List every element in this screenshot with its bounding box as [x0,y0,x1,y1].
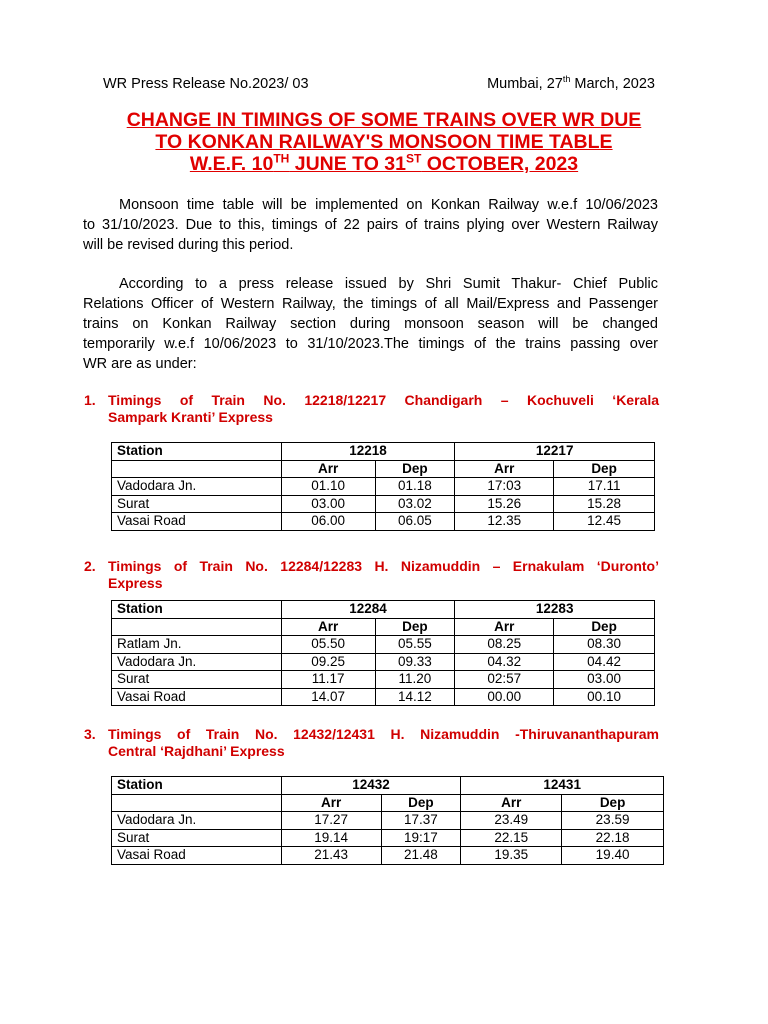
timing-table-1: Station 12218 12217 Arr Dep Arr Dep Vadodara Jn. 01.10 01.18 17:03 17.11 Surat 03.00 03.02 15.26 15.28 Vasai Road 06.00 06.05 12.35 12.45 [111,442,655,531]
table-row: Vasai Road 06.00 06.05 12.35 12.45 [112,513,655,531]
table-row: Vadodara Jn. 09.25 09.33 04.32 04.42 [112,653,655,671]
timing-table-2: Station 12284 12283 Arr Dep Arr Dep Ratlam Jn. 05.50 05.55 08.25 08.30 Vadodara Jn. 09.25 09.33 04.32 04.42 Surat 11.17 11.20 02:57 03.00 Vasai Road 14.07 14.12 00.00 00.10 [111,600,655,706]
table-row: Vadodara Jn. 01.10 01.18 17:03 17.11 [112,478,655,496]
table-row: Vasai Road 14.07 14.12 00.00 00.10 [112,688,655,706]
train-header: 12218 [281,443,455,461]
body-paragraph: According to a press release issued by Shri Sumit Thakur- Chief Public Relations Officer of Western Railway, the timings of all Mail/Express and Passenger trains on Konkan Railway section during monsoon season will be changed temporarily w.e.f 10/06/2023 to 31/10/2023.The timings of the trains passing over WR are as under: [83,276,658,372]
station-header: Station [112,777,282,795]
press-release-number: WR Press Release No.2023/ 03 [103,76,309,92]
place-date: Mumbai, 27th March, 2023 [487,74,655,92]
timing-table-3: Station 12432 12431 Arr Dep Arr Dep Vadodara Jn. 17.27 17.37 23.49 23.59 Surat 19.14 19:17 22.15 22.18 Vasai Road 21.43 21.48 19.35 19.40 [111,776,664,865]
table-row: Vadodara Jn. 17.27 17.37 23.49 23.59 [112,812,664,830]
train-header: 12283 [455,601,655,619]
table-row: Surat 19.14 19:17 22.15 22.18 [112,829,664,847]
station-header: Station [112,601,282,619]
train-header: 12432 [281,777,461,795]
title-line-2: TO KONKAN RAILWAY'S MONSOON TIME TABLE [155,131,613,153]
train-header: 12217 [455,443,655,461]
train-header: 12284 [281,601,455,619]
train-header: 12431 [461,777,664,795]
intro-paragraph: Monsoon time table will be implemented on Konkan Railway w.e.f 10/06/2023 to 31/10/2023. Due to this, timings of 22 pairs of trains plying over Western Railway will be revised during this period. [83,197,658,253]
page-title [84,109,684,175]
table-row: Surat 11.17 11.20 02:57 03.00 [112,671,655,689]
title-line-3: W.E.F. 10TH JUNE TO 31ST OCTOBER, 2023 [189,151,579,175]
table-row: Surat 03.00 03.02 15.26 15.28 [112,495,655,513]
table-row: Vasai Road 21.43 21.48 19.35 19.40 [112,847,664,865]
table-row: Ratlam Jn. 05.50 05.55 08.25 08.30 [112,636,655,654]
title-line-1: CHANGE IN TIMINGS OF SOME TRAINS OVER WR DUE [126,109,642,131]
press-release-page: WR Press Release No.2023/ 03 Mumbai, 27th March, 2023 CHANGE IN TIMINGS OF SOME TRAINS OVER WR DUE TO KONKAN RAILWAY'S MONSOON TIME TABLE W.E.F. 10TH JUNE TO 31ST OCTOBER, 2023 Monsoon time table will be implemented on Konkan Railway w.e.f 10/06/2023 to 31/10/2023. Due to this, timings of 22 pairs of trains plying over Western Railway will be revised during this period. According to a press release issued by Shri Sumit Thakur- Chief Public Relations Officer of Western Railway, the timings of all Mail/Express and Passenger trains on Konkan Railway section during monsoon season will be changed temporarily w.e.f 10/06/2023 to 31/10/2023.The timings of the trains passing over WR are as under: 1. Timings of Train No. 12218/12217 Chandigarh – Kochuveli ‘Kerala Sampark Kranti’ Express Station 12218 12217 Arr Dep Arr Dep Vadodara Jn. 01.10 01.18 17:03 17.11 Surat 03.00 03.02 15.26 15.28 Vasai Road 06.00 06.05 12.35 12.45 2. Timings of Train No. 12284/12283 H. Nizamuddin – Ernakulam ‘Duronto’ Express Station 12284 12283 Arr Dep Arr Dep Ratlam Jn. 05.50 05.55 08.25 08.30 Vadodara Jn. 09.25 09.33 04.32 04.42 Surat 11.17 11.20 02:57 03.00 Vasai Road 14.07 14.12 00.00 00.10 3. Timings of Train No. 12432/12431 H. Nizamuddin -Thiruvananthapuram Central ‘Rajdhani’ Express Station 12432 12431 Arr Dep Arr Dep Vadodara Jn. 17.27 17.37 23.49 23.59 Surat 19.14 19:17 22.15 22.18 Vasai Road 21.43 21.48 19.35 19.40 [0,0,768,1024]
station-header: Station [112,443,282,461]
